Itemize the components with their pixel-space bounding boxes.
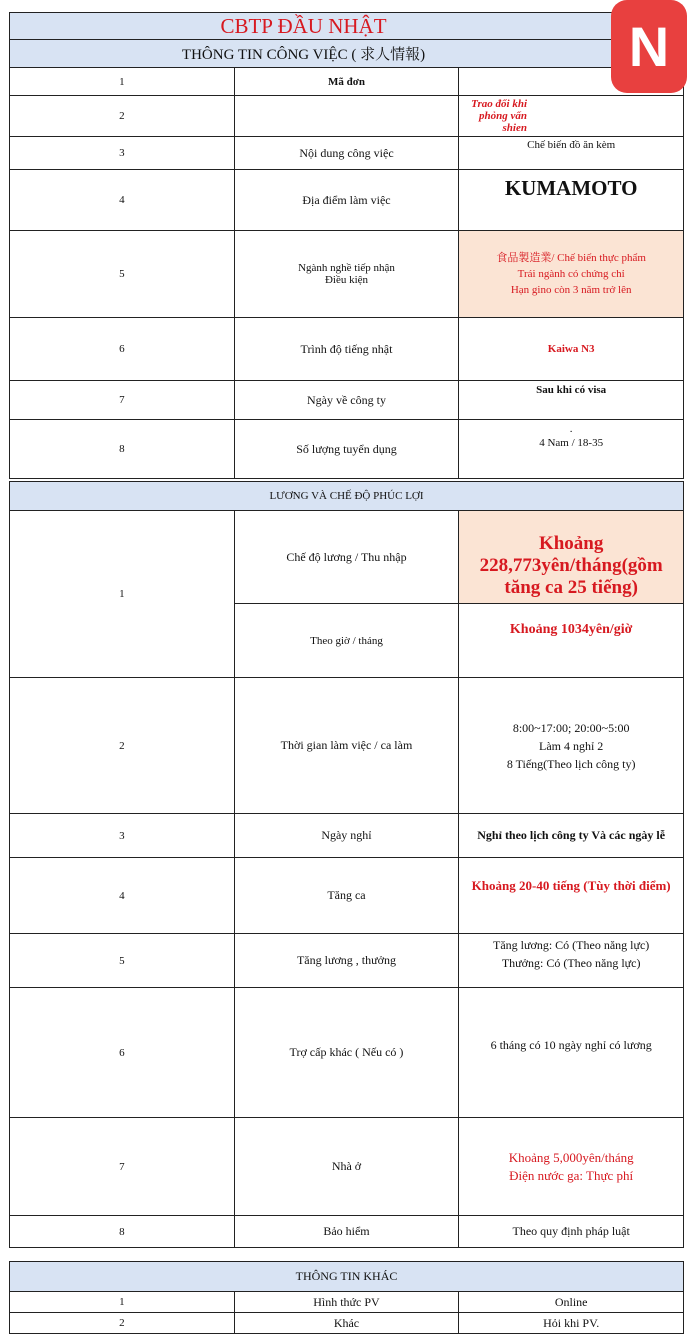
n-logo-badge: N — [611, 0, 687, 93]
table-row: 5 Tăng lương , thưởng Tăng lương: Có (Theo năng lực) Thưởng: Có (Theo năng lực) — [10, 934, 684, 988]
table-row: 8 Số lượng tuyển dụng . 4 Nam / 18-35 — [10, 420, 684, 479]
other-info-table — [9, 1261, 684, 1334]
table-row: 8 Bảo hiểm Theo quy định pháp luật — [10, 1216, 684, 1248]
other-info-heading: THÔNG TIN KHÁC — [10, 1262, 684, 1292]
job-info-table — [9, 12, 684, 479]
table-row: 1 Hình thức PV Online — [10, 1292, 684, 1313]
table-row: 2 Thời gian làm việc / ca làm 8:00~17:00; 20:00~5:00 Làm 4 nghỉ 2 8 Tiếng(Theo lịch công ty) — [10, 678, 684, 814]
table-row: 6 Trợ cấp khác ( Nếu có ) 6 tháng có 10 ngày nghỉ có lương — [10, 988, 684, 1118]
table-row: 6 Trình độ tiếng nhật Kaiwa N3 — [10, 318, 684, 381]
table-row: 4 Tăng ca Khoảng 20-40 tiếng (Tùy thời điểm) — [10, 858, 684, 934]
table-row: 1 Chế độ lương / Thu nhập Khoảng 228,773yên/tháng(gồm tăng ca 25 tiếng) — [10, 511, 684, 604]
table-row: 4 Địa điểm làm việc KUMAMOTO — [10, 170, 684, 231]
table-row: 5 Ngành nghề tiếp nhận Điều kiện 食品製造業/ Chế biến thực phẩm Trái ngành có chứng chỉ Hạn gino còn 3 năm trở lên — [10, 231, 684, 318]
table-row: 2 Khác Hỏi khi PV. — [10, 1313, 684, 1334]
table-row: 7 Nhà ở Khoảng 5,000yên/tháng Điện nước ga: Thực phí — [10, 1118, 684, 1216]
table-row: 3 Ngày nghỉ Nghỉ theo lịch công ty Và các ngày lễ — [10, 814, 684, 858]
salary-table — [9, 481, 684, 1248]
table-row: 3 Nội dung công việc Chế biến đồ ăn kèm — [10, 137, 684, 170]
table-row: 7 Ngày về công ty Sau khi có visa — [10, 381, 684, 420]
document-title: CBTP ĐẦU NHẬT — [10, 13, 684, 40]
job-info-heading: THÔNG TIN CÔNG VIỆC ( 求人情報) — [10, 40, 684, 68]
salary-heading: LƯƠNG VÀ CHẾ ĐỘ PHÚC LỢI — [10, 482, 684, 511]
table-row: 2 Trao đổi khi phỏng vấn shien — [10, 96, 684, 137]
table-row: Theo giờ / tháng Khoảng 1034yên/giờ — [10, 604, 684, 678]
table-row: 1 Mã đơn — [10, 68, 684, 96]
